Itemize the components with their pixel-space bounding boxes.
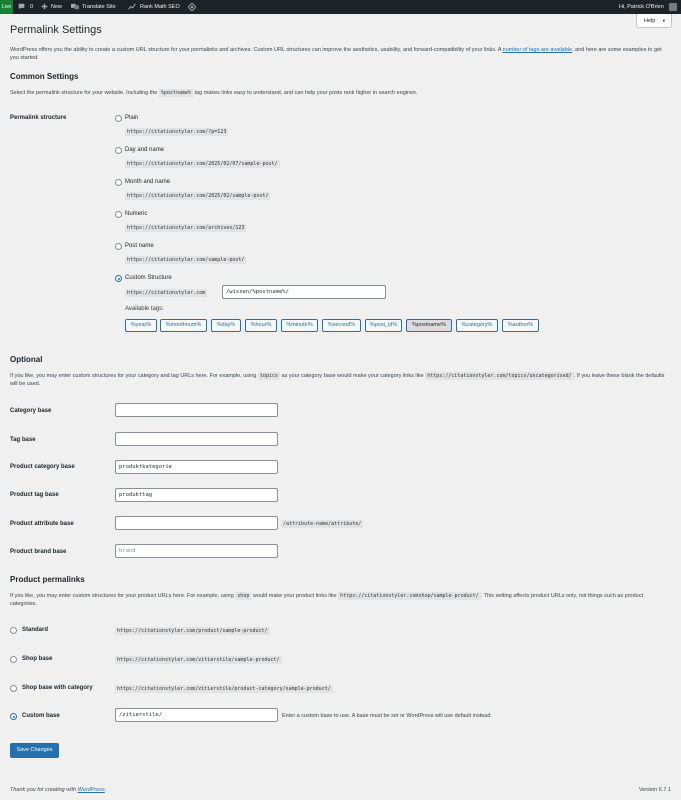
shop-base-category-sample: https://citationstyler.com/zitierstile/product-category/sample-product/ — [117, 686, 331, 692]
radio-month-and-name[interactable] — [115, 179, 122, 186]
product-brand-base-label: Product brand base — [10, 549, 67, 555]
tag-button-day[interactable]: %day% — [211, 319, 241, 332]
common-settings-desc: Select the permalink structure for your website. Including the %postname% tag makes links easy to understand, and can help your posts rank higher in search engines. — [10, 90, 418, 96]
optional-desc: If you like, you may enter custom structures for your category and tag URLs here. For example, using topics as your category base would make your category links like https://citationstyler.com/topics/uncategorised/ . If you leave these blank the defaults will be used. — [10, 373, 665, 387]
comments-count[interactable]: 0 — [30, 4, 34, 10]
tag-button-post-id[interactable]: %post_id% — [365, 319, 402, 332]
radio-shop-base[interactable] — [10, 656, 17, 663]
product-permalinks-heading: Product permalinks — [10, 575, 85, 584]
option-label-month-and-name[interactable]: Month and name — [125, 179, 171, 185]
tag-button-minute[interactable]: %minute% — [281, 319, 318, 332]
radio-day-and-name[interactable] — [115, 147, 122, 154]
product-attribute-base-label: Product attribute base — [10, 521, 74, 527]
tags-available-link[interactable]: number of tags are available — [502, 47, 573, 53]
translate-site-menu[interactable]: Translate Site — [82, 4, 116, 10]
shop-base-label[interactable]: Shop base — [22, 656, 53, 662]
tag-button-category[interactable]: %category% — [456, 319, 498, 332]
triangle-down-icon: ▼ — [661, 18, 666, 23]
rankmath-icon[interactable] — [128, 0, 136, 14]
tag-button-postname[interactable]: %postname% — [406, 319, 452, 332]
product-attribute-suffix: /attribute-name/attribute/ — [283, 521, 362, 527]
available-tags-label: Available tags: — [125, 306, 164, 312]
sample-url-numeric: https://citationstyler.com/archives/123 — [127, 225, 245, 231]
shop-base-sample: https://citationstyler.com/zitierstile/sample-product/ — [117, 657, 280, 663]
footer-thanks: Thank you for creating with WordPress. — [10, 787, 107, 793]
option-label-plain[interactable]: Plain — [125, 115, 139, 121]
diamond-icon[interactable] — [188, 0, 196, 14]
new-menu[interactable]: New — [51, 4, 63, 10]
product-attribute-base-input[interactable] — [115, 516, 278, 530]
save-changes-button[interactable]: Save Changes — [10, 743, 59, 758]
admin-bar — [0, 0, 681, 14]
optional-heading: Optional — [10, 355, 43, 364]
common-settings-heading: Common Settings — [10, 72, 79, 81]
comments-icon[interactable] — [18, 0, 25, 14]
help-tab[interactable] — [636, 14, 672, 28]
product-category-base-label: Product category base — [10, 464, 75, 470]
new-icon[interactable] — [41, 0, 48, 14]
tag-button-year[interactable]: %year% — [125, 319, 157, 332]
product-standard-sample: https://citationstyler.com/product/sample-product/ — [117, 628, 268, 634]
radio-numeric[interactable] — [115, 211, 122, 218]
shop-base-category-label[interactable]: Shop base with category — [22, 685, 93, 691]
sample-url-month-and-name: https://citationstyler.com/2025/02/sample-post/ — [127, 193, 269, 199]
account-greeting[interactable]: Hi, Patrick O'Brien — [619, 4, 664, 10]
footer-version: Version 6.7.1 — [638, 787, 671, 793]
custom-structure-prefix: https://citationstyler.com — [127, 290, 206, 296]
product-standard-label[interactable]: Standard — [22, 627, 49, 633]
radio-custom-structure[interactable] — [115, 275, 122, 282]
sample-url-post-name: https://citationstyler.com/sample-post/ — [127, 257, 245, 263]
wordpress-link[interactable]: WordPress — [77, 787, 105, 793]
sample-url-day-and-name: https://citationstyler.com/2025/02/07/sample-post/ — [127, 161, 278, 167]
product-brand-base-input[interactable]: brand — [115, 544, 278, 558]
category-base-label: Category base — [10, 408, 52, 414]
custom-base-hint: Enter a custom base to use. A base must be set or WordPress will use default instead. — [282, 713, 492, 719]
product-category-base-input[interactable]: produktkategorie — [115, 460, 278, 474]
permalink-structure-label: Permalink structure — [10, 115, 67, 121]
radio-product-standard[interactable] — [10, 627, 17, 634]
option-label-day-and-name[interactable]: Day and name — [125, 147, 165, 153]
radio-shop-base-category[interactable] — [10, 685, 17, 692]
custom-base-label[interactable]: Custom base — [22, 713, 60, 719]
translate-icon[interactable] — [71, 0, 79, 14]
custom-structure-input[interactable]: /wissen/%postname%/ — [222, 285, 386, 299]
option-label-numeric[interactable]: Numeric — [125, 211, 148, 217]
tag-base-input[interactable] — [115, 432, 278, 446]
custom-base-input[interactable]: /zitierstile/ — [115, 708, 278, 722]
sample-url-plain: https://citationstyler.com/?p=123 — [127, 129, 227, 135]
rankmath-menu[interactable]: Rank Math SEO — [140, 4, 180, 10]
radio-plain[interactable] — [115, 115, 122, 122]
radio-custom-base[interactable] — [10, 713, 17, 720]
radio-post-name[interactable] — [115, 243, 122, 250]
tag-button-hour[interactable]: %hour% — [245, 319, 277, 332]
product-permalinks-desc: If you like, you may enter custom structures for your product URLs here. For example, using shop would make your product links like https://citationstyler.comshop/sample-product/ . This setting affects product URLs only, not things such as product categories. — [10, 593, 643, 607]
option-label-post-name[interactable]: Post name — [125, 243, 154, 249]
category-base-input[interactable] — [115, 403, 278, 417]
tag-button-monthnum[interactable]: %monthnum% — [160, 319, 207, 332]
intro-text: WordPress offers you the ability to create a custom URL structure for your permalinks and archives. Custom URL structures can improve the aesthetics, usability, and forward-compatibility of your links. A number of tags are available, and here are some examples to get you started. — [10, 47, 662, 61]
option-label-custom-structure[interactable]: Custom Structure — [125, 275, 172, 281]
product-tag-base-input[interactable]: produkttag — [115, 488, 278, 502]
tag-button-second[interactable]: %second% — [322, 319, 361, 332]
avatar[interactable] — [669, 3, 677, 11]
page-title: Permalink Settings — [10, 24, 102, 36]
product-tag-base-label: Product tag base — [10, 492, 59, 498]
tag-base-label: Tag base — [10, 437, 36, 443]
help-label: Help — [644, 18, 656, 24]
tag-button-author[interactable]: %author% — [502, 319, 539, 332]
live-badge[interactable]: Live — [0, 0, 13, 14]
